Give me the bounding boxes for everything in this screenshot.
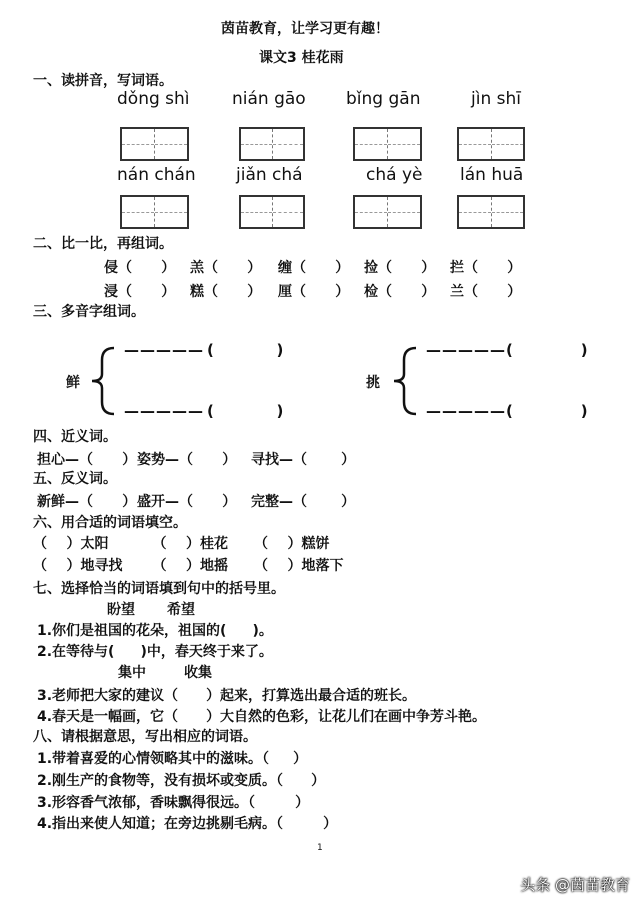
char: 兰 [450,284,464,300]
polyphone-char-1: 鲜 [66,375,80,391]
question-8-4: 4.指出来使人知道；在旁边挑剔毛病。（ ） [37,816,338,832]
fill-item: 糕饼 [301,536,330,552]
synonym-item: 担心— [37,452,79,468]
fill-item: 地寻找 [80,558,123,574]
compare-row-1: 侵（ ） 羔（ ） 缠（ ） 捡（ ） 拦（ ） [104,260,522,276]
question-7-2: 2.在等待与( )中，春天终于来了。 [37,644,273,660]
answer-paren[interactable]: ( ) [506,402,588,420]
pinyin: nián gāo [232,89,306,109]
char: 浸 [104,284,118,300]
pinyin: nán chán [117,165,196,185]
char: 羔 [190,260,204,276]
char: 捡 [364,260,378,276]
fill-item: 地摇 [200,558,228,574]
char: 侵 [104,260,118,276]
lesson-title: 课文3 桂花雨 [259,50,344,66]
section-4-heading: 四、近义词。 [33,429,117,445]
fill-row-2: （ ）地寻找 （ ）地摇 （ ）地落下 [33,555,344,575]
section-3-heading: 三、多音字组词。 [33,304,145,320]
word-option: 希望 [167,602,195,618]
brace-icon [88,346,118,416]
question-7-3: 3.老师把大家的建议（ ）起来，打算选出最合适的班长。 [37,688,417,704]
fill-item: 地落下 [301,558,344,574]
writing-grid[interactable] [457,127,525,161]
section-5-heading: 五、反义词。 [33,471,117,487]
antonym-item: 完整— [251,494,293,510]
pinyin: dǒng shì [117,89,190,109]
pinyin: chá yè [366,165,423,185]
synonym-item: 姿势— [137,452,179,468]
writing-grid[interactable] [239,127,305,161]
antonym-item: 新鲜— [37,494,79,510]
question-8-1: 1.带着喜爱的心情领略其中的滋味。（ ） [37,751,308,767]
doc-title: 茵苗教育，让学习更有趣！ [221,21,389,37]
watermark: 头条 @茵苗教育 [520,876,630,894]
writing-grid[interactable] [120,127,189,161]
compare-row-2: 浸（ ） 糕（ ） 厘（ ） 检（ ） 兰（ ） [104,284,522,300]
pinyin: jìn shī [471,89,521,109]
synonym-row: 担心—（ ）姿势—（ ） 寻找—（ ） [37,452,356,468]
fill-item: 太阳 [80,536,109,552]
question-8-2: 2.刚生产的食物等，没有损坏或变质。（ ） [37,773,326,789]
question-7-4: 4.春天是一幅画，它（ ）大自然的色彩，让花儿们在画中争芳斗艳。 [37,709,487,725]
char: 糕 [190,284,204,300]
section-2-heading: 二、比一比，再组词。 [33,236,173,252]
pinyin: lán huā [460,165,524,185]
pinyin: bǐng gān [346,89,421,109]
char: 缠 [278,260,292,276]
antonym-item: 盛开— [137,494,179,510]
word-option: 收集 [184,665,212,681]
fill-row-1: （ ）太阳 （ ）桂花 （ ）糕饼 [33,533,330,553]
answer-paren[interactable]: ( ) [207,341,284,359]
section-6-heading: 六、用合适的词语填空。 [33,515,187,531]
answer-line[interactable]: ————— [124,341,204,359]
word-choice-1 [107,599,195,619]
question-7-1: 1.你们是祖国的花朵，祖国的( )。 [37,623,273,639]
char: 厘 [278,284,292,300]
answer-paren[interactable]: ( ) [506,341,588,359]
word-choice-2 [118,662,212,682]
question-8-3: 3.形容香气浓郁，香味飘得很远。（ ） [37,795,310,811]
char: 检 [364,284,378,300]
page-number: 1 [317,843,323,853]
writing-grid[interactable] [353,127,422,161]
pinyin: jiǎn chá [236,165,303,185]
antonym-row: 新鲜—（ ）盛开—（ ） 完整—（ ） [37,494,356,510]
brace-icon [390,346,420,416]
char: 拦 [450,260,464,276]
word-option: 集中 [118,665,146,681]
section-1-heading: 一、读拼音，写词语。 [33,73,173,89]
writing-grid[interactable] [353,195,422,229]
section-8-heading: 八、请根据意思，写出相应的词语。 [33,729,257,745]
fill-item: 桂花 [200,536,228,552]
word-option: 盼望 [107,602,135,618]
synonym-item: 寻找— [251,452,293,468]
writing-grid[interactable] [457,195,525,229]
section-7-heading: 七、选择恰当的词语填到句中的括号里。 [33,581,285,597]
answer-line[interactable]: ————— [124,402,204,420]
answer-line[interactable]: ————— [426,341,506,359]
writing-grid[interactable] [239,195,305,229]
polyphone-char-2: 挑 [366,375,380,391]
writing-grid[interactable] [120,195,189,229]
answer-line[interactable]: ————— [426,402,506,420]
answer-paren[interactable]: ( ) [207,402,284,420]
